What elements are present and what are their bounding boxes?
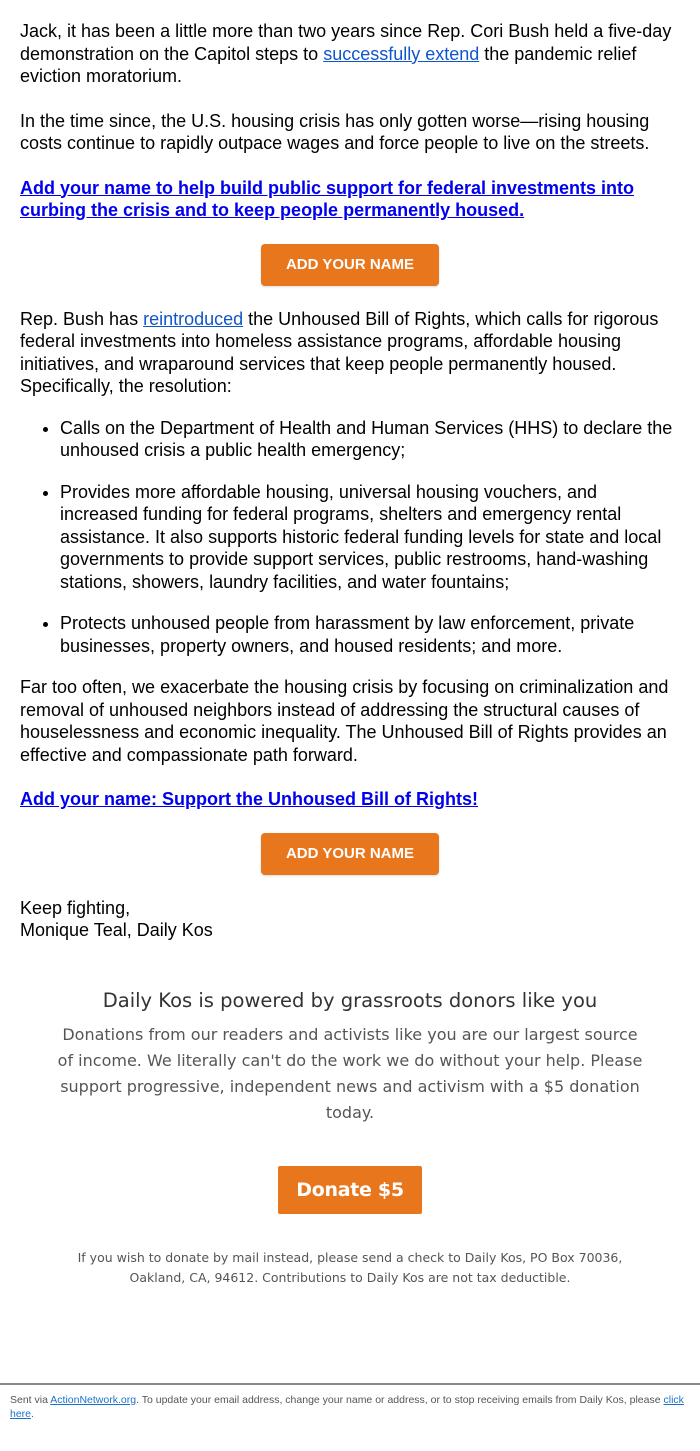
donate-button-wrap xyxy=(0,1166,700,1214)
sign-off: Keep fighting, xyxy=(20,897,131,918)
donate-heading: Daily Kos is powered by grassroots donors like you xyxy=(102,988,598,1012)
resolution-paragraph xyxy=(20,308,680,398)
intro-text: Jack, it has been a little more than two years since Rep. Cori Bush held a five-day demonstration on the Capitol steps to xyxy=(20,21,672,64)
add-your-name-button-1[interactable]: ADD YOUR NAME xyxy=(261,244,439,286)
cta-paragraph-1 xyxy=(20,177,680,222)
successfully-extend-link[interactable]: successfully extend xyxy=(323,43,480,64)
resolution-list xyxy=(20,417,680,658)
donate-section xyxy=(0,988,700,1288)
add-your-name-button-2[interactable]: ADD YOUR NAME xyxy=(261,833,439,875)
footer-text-end: . xyxy=(31,1408,34,1420)
actionnetwork-link[interactable]: ActionNetwork.org xyxy=(50,1394,137,1406)
donate-description: Donations from our readers and activists like you are our largest source of income. We literally can't do the work we do without your help. Please support progressive, independent news and activism with a $5 donation today. xyxy=(57,1024,643,1122)
add-name-link-2[interactable]: Add your name: Support the Unhoused Bill of Rights! xyxy=(20,789,478,809)
intro-text-end: the pandemic relief eviction moratorium. xyxy=(20,43,637,86)
cta-paragraph-2 xyxy=(20,788,680,811)
resolution-text-end: the Unhoused Bill of Rights, which calls for rigorous federal investments into homeless assistance programs, affordable housing initiatives, and wraparound services that keep people permanently housed. Specifically, the resolution: xyxy=(20,308,659,396)
email-footer xyxy=(0,1383,700,1421)
donate-5-button[interactable]: Donate $5 xyxy=(278,1166,422,1214)
intro-paragraph xyxy=(20,20,680,88)
crisis-paragraph: In the time since, the U.S. housing crisis has only gotten worse—rising housing costs continue to rapidly outpace wages and force people to live on the streets. xyxy=(20,110,650,153)
closing-paragraph: Far too often, we exacerbate the housing crisis by focusing on criminalization and removal of unhoused neighbors instead of addressing the structural causes of houselessness and economic inequality. The Unhoused Bill of Rights provides an effective and compassionate path forward. xyxy=(20,677,669,765)
cta-button-wrap-1 xyxy=(20,244,680,286)
list-item: • Provides more affordable housing, universal housing vouchers, and increased funding for federal programs, shelters and emergency rental assistance. It also supports historic federal funding levels for state and local governments to provide support services, public restrooms, hand-washing stations, showers, laundry facilities, and water fountains; xyxy=(60,481,680,594)
signature: Monique Teal, Daily Kos xyxy=(20,920,213,940)
cta-button-wrap-2 xyxy=(20,833,680,875)
list-item: • Calls on the Department of Health and Human Services (HHS) to declare the unhoused crisis a public health emergency; xyxy=(60,417,680,462)
mail-donation-note: If you wish to donate by mail instead, please send a check to Daily Kos, PO Box 70036, Oakland, CA, 94612. Contributions to Daily Kos are not tax deductible. xyxy=(77,1249,623,1285)
footer-text-middle: . To update your email address, change your name or address, or to stop receiving emails from Daily Kos, please xyxy=(136,1394,664,1406)
list-item: • Protects unhoused people from harassment by law enforcement, private businesses, property owners, and housed residents; and more. xyxy=(60,612,680,657)
reintroduced-link[interactable]: reintroduced xyxy=(143,308,244,329)
unsubscribe-link[interactable]: click here xyxy=(10,1394,684,1420)
resolution-text: Rep. Bush has xyxy=(20,308,144,329)
footer-text: Sent via xyxy=(10,1394,51,1406)
add-name-link-1[interactable]: Add your name to help build public support for federal investments into curbing the crisis and to keep people permanently housed. xyxy=(20,177,635,220)
